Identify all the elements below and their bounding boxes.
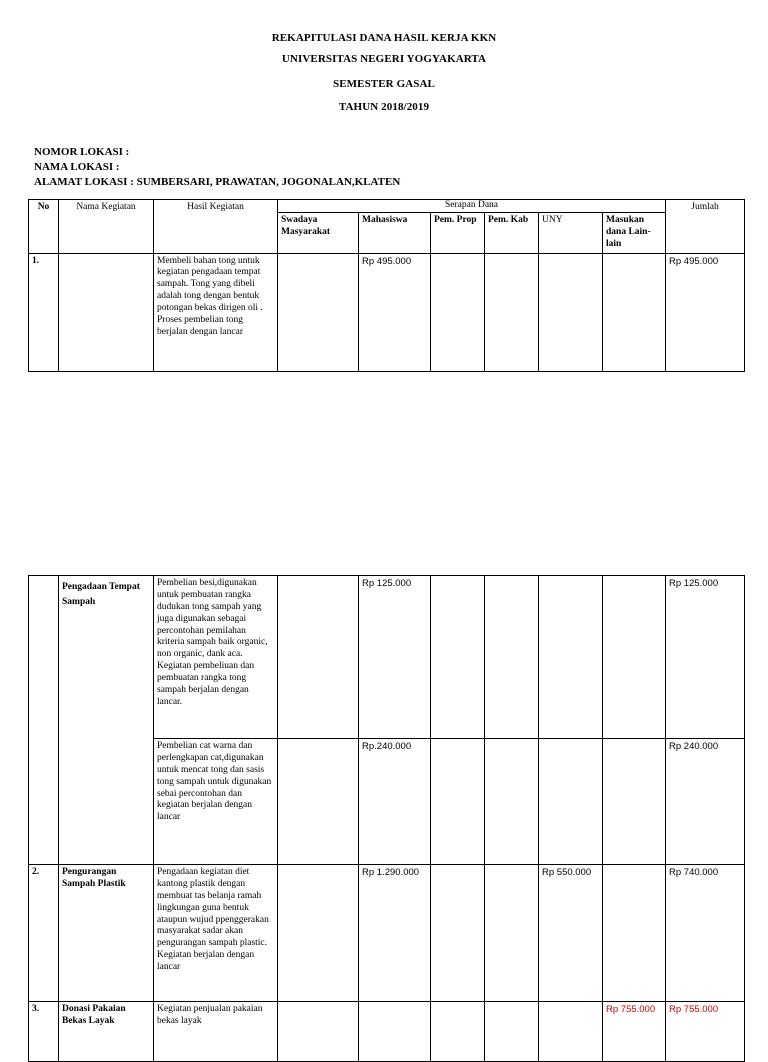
- row-mahasiswa: Rp 1.290.000: [359, 865, 431, 1002]
- row-uny: [539, 253, 603, 371]
- row-mahasiswa: [359, 1002, 431, 1062]
- row-mahasiswa: Rp 495.000: [359, 253, 431, 371]
- row-swadaya: [278, 865, 359, 1002]
- row-pem-kab: [485, 253, 539, 371]
- alamat-lokasi: [34, 176, 400, 188]
- row-mahasiswa: Rp 125.000: [359, 576, 431, 739]
- row-no: 1.: [29, 253, 59, 371]
- row-jumlah: Rp 125.000: [666, 576, 745, 739]
- header-hasil-kegiatan: Hasil Kegiatan: [154, 200, 278, 254]
- row-swadaya: [278, 739, 359, 865]
- row-pem-prop: [431, 1002, 485, 1062]
- row-no: [29, 576, 59, 865]
- row-jumlah: Rp 495.000: [666, 253, 745, 371]
- nomor-lokasi-label: NOMOR LOKASI :: [34, 146, 130, 158]
- header-no: No: [29, 200, 59, 254]
- row-lain: Rp 755.000: [603, 1002, 666, 1062]
- header-mahasiswa: Mahasiswa: [359, 212, 431, 253]
- row-nama: Pengadaan Tempat Sampah: [59, 576, 154, 865]
- row-jumlah: Rp 755.000: [666, 1002, 745, 1062]
- table-row: [29, 576, 745, 739]
- academic-year: TAHUN 2018/2019: [338, 101, 430, 113]
- row-mahasiswa: Rp.240.000: [359, 739, 431, 865]
- row-jumlah: Rp 740.000: [666, 865, 745, 1002]
- row-no: 3.: [29, 1002, 59, 1062]
- university-name: UNIVERSITAS NEGERI YOGYAKARTA: [281, 53, 487, 65]
- row-nama: Donasi Pakaian Bekas Layak: [59, 1002, 154, 1062]
- funds-table-page2: [28, 575, 745, 1062]
- row-uny: [539, 1002, 603, 1062]
- row-pem-prop: [431, 253, 485, 371]
- semester: SEMESTER GASAL: [333, 78, 435, 90]
- row-no: 2.: [29, 865, 59, 1002]
- table-row: [29, 1002, 745, 1062]
- row-pem-kab: [485, 576, 539, 739]
- header-serapan-dana: Serapan Dana: [278, 200, 666, 213]
- row-jumlah: Rp 240.000: [666, 739, 745, 865]
- header-masukan-lain: Masukan dana Lain-lain: [603, 212, 666, 253]
- row-uny: [539, 739, 603, 865]
- nama-lokasi: [34, 161, 120, 173]
- report-title: REKAPITULASI DANA HASIL KERJA KKN: [271, 32, 497, 44]
- nama-lokasi-label: NAMA LOKASI :: [34, 161, 120, 173]
- row-hasil: Membeli bahan tong untuk kegiatan pengadaan tempat sampah. Tong yang dibeli adalah tong dengan bentuk potongan bekas dirigen oli . Proses pembelian tong berjalan dengan lancar: [154, 253, 278, 371]
- row-lain: [603, 576, 666, 739]
- header-swadaya: Swadaya Masyarakat: [278, 212, 359, 253]
- row-nama: [59, 253, 154, 371]
- row-swadaya: [278, 253, 359, 371]
- row-pem-kab: [485, 865, 539, 1002]
- header-pem-prop: Pem. Prop: [431, 212, 485, 253]
- nomor-lokasi: [34, 146, 129, 158]
- row-pem-kab: [485, 1002, 539, 1062]
- header-jumlah: Jumlah: [666, 200, 745, 254]
- row-hasil: Pengadaan kegiatan diet kantong plastik dengan membuat tas belanja ramah lingkungan guna bentuk ataupun wujud ppenggerakan masyarakat sadar akan pengurangan sampah plastic. Kegiatan berjalan dengan lancar: [154, 865, 278, 1002]
- alamat-lokasi-label: ALAMAT LOKASI :: [34, 176, 134, 188]
- row-nama: Pengurangan Sampah Plastik: [59, 865, 154, 1002]
- header-uny: UNY: [539, 212, 603, 253]
- row-pem-prop: [431, 865, 485, 1002]
- row-pem-kab: [485, 739, 539, 865]
- table-row: [29, 253, 745, 371]
- row-lain: [603, 739, 666, 865]
- row-hasil: Pembelian cat warna dan perlengkapan cat,digunakan untuk mencat tong dan sasis tong sampah untuk digunakan sebai percontohan dan kegiatan berjalan dengan lancar: [154, 739, 278, 865]
- row-pem-prop: [431, 576, 485, 739]
- row-uny: Rp 550.000: [539, 865, 603, 1002]
- row-swadaya: [278, 576, 359, 739]
- funds-table-page1: [28, 199, 745, 372]
- row-swadaya: [278, 1002, 359, 1062]
- row-hasil: Kegiatan penjualan pakaian bekas layak: [154, 1002, 278, 1062]
- header-nama-kegiatan: Nama Kegiatan: [59, 200, 154, 254]
- row-hasil: Pembelian besi,digunakan untuk pembuatan rangka dudukan tong sampah yang juga digunakan sebagai percontohan pemilahan kriteria sampah baik organic, non organic, dank aca. Kegiatan pembeliuan dan pembuatan rangka tong sampah berjalan dengan lancar.: [154, 576, 278, 739]
- row-uny: [539, 576, 603, 739]
- row-lain: [603, 865, 666, 1002]
- table-row: [29, 865, 745, 1002]
- row-pem-prop: [431, 739, 485, 865]
- header-pem-kab: Pem. Kab: [485, 212, 539, 253]
- alamat-lokasi-value: SUMBERSARI, PRAWATAN, JOGONALAN,KLATEN: [136, 176, 401, 188]
- row-lain: [603, 253, 666, 371]
